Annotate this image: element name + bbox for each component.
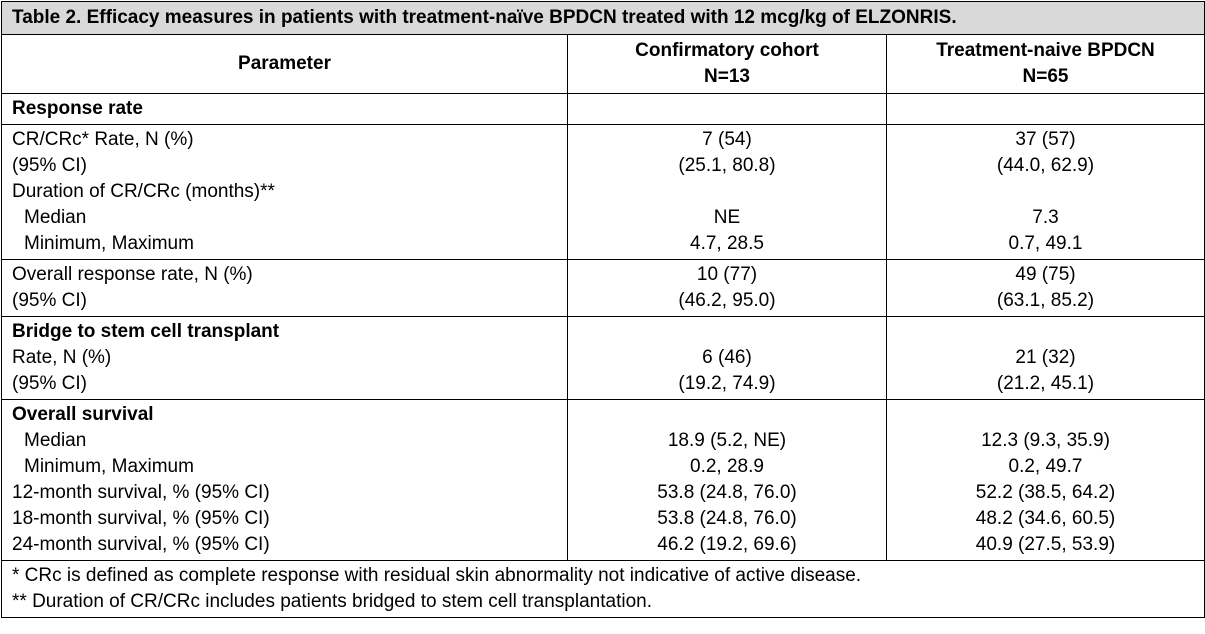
footnote-crc: * CRc is defined as complete response with residual skin abnormality not indicative of active disease. (12, 565, 862, 586)
header-parameter: Parameter (2, 35, 568, 94)
row-label: Minimum, Maximum (24, 456, 194, 477)
header-col3-line2: N=65 (1022, 66, 1069, 87)
cell-value: (19.2, 74.9) (678, 373, 776, 394)
row-label: 18-month survival, % (95% CI) (12, 508, 270, 529)
cell-value: 37 (57) (1015, 129, 1076, 150)
cell-value: (25.1, 80.8) (678, 155, 776, 176)
cell-value (568, 179, 886, 205)
cell-value: (63.1, 85.2) (996, 290, 1095, 311)
group-survival (2, 400, 1205, 561)
row-label: Overall response rate, N (%) (12, 264, 253, 285)
cell-value: 7 (54) (702, 129, 752, 150)
cell-value: 12.3 (9.3, 35.9) (981, 430, 1110, 451)
cell-value: 40.9 (27.5, 53.9) (975, 534, 1116, 555)
row-label: CR/CRc* Rate, N (%) (12, 129, 194, 150)
group-orr (2, 260, 1205, 317)
header-col2-line1: Confirmatory cohort (635, 40, 819, 61)
cell-value: 18.9 (5.2, NE) (667, 430, 787, 451)
cell-value: 52.2 (38.5, 64.2) (975, 482, 1116, 503)
cell-value: 48.2 (34.6, 60.5) (975, 508, 1116, 529)
cell-value (887, 179, 1204, 205)
row-label: (95% CI) (12, 290, 87, 311)
group-bridge (2, 317, 1205, 400)
footnotes-row (2, 561, 1205, 618)
header-treatment-naive (887, 35, 1205, 94)
row-label: Median (24, 430, 87, 451)
section-title: Bridge to stem cell transplant (12, 321, 280, 342)
cell-value: 6 (46) (702, 347, 752, 368)
cell-value: 0.2, 49.7 (1008, 456, 1083, 477)
cell-value: 46.2 (19.2, 69.6) (657, 534, 797, 555)
cell-value: 53.8 (24.8, 76.0) (657, 508, 797, 529)
row-label: Rate, N (%) (12, 347, 112, 368)
row-label: Minimum, Maximum (24, 233, 194, 254)
row-label: (95% CI) (12, 155, 87, 176)
row-label: (95% CI) (12, 373, 87, 394)
cell-value: (21.2, 45.1) (996, 373, 1095, 394)
cell-value: 7.3 (1032, 207, 1059, 228)
cell-value: 53.8 (24.8, 76.0) (657, 482, 797, 503)
header-row (2, 35, 1205, 94)
cell-value: 10 (77) (696, 264, 758, 285)
cell-value: 21 (32) (1015, 347, 1076, 368)
cell-value: 0.2, 28.9 (690, 456, 764, 477)
cell-value: 49 (75) (1015, 264, 1076, 285)
row-label: Duration of CR/CRc (months)** (12, 181, 275, 202)
section-title: Response rate (2, 94, 568, 125)
section-title: Overall survival (12, 404, 154, 425)
header-confirmatory-cohort (568, 35, 887, 94)
cell-value: 0.7, 49.1 (1008, 233, 1083, 254)
cell-value: 4.7, 28.5 (690, 233, 764, 254)
group-cr (2, 125, 1205, 260)
row-label: 12-month survival, % (95% CI) (12, 482, 270, 503)
table-title-row (2, 2, 1205, 35)
table-title: Table 2. Efficacy measures in patients with treatment-naïve BPDCN treated with 12 mcg/kg of ELZONRIS. (2, 2, 1205, 35)
footnote-duration: ** Duration of CR/CRc includes patients bridged to stem cell transplantation. (12, 591, 652, 612)
cell-value: (44.0, 62.9) (996, 155, 1095, 176)
cell-value: NE (713, 207, 741, 228)
cell-value: (46.2, 95.0) (678, 290, 776, 311)
row-label: 24-month survival, % (95% CI) (12, 534, 270, 555)
efficacy-table (1, 1, 1205, 618)
section-response-rate (2, 94, 1205, 125)
row-label: Median (24, 207, 87, 228)
header-col2-line2: N=13 (704, 66, 750, 87)
header-col3-line1: Treatment-naive BPDCN (936, 40, 1155, 61)
